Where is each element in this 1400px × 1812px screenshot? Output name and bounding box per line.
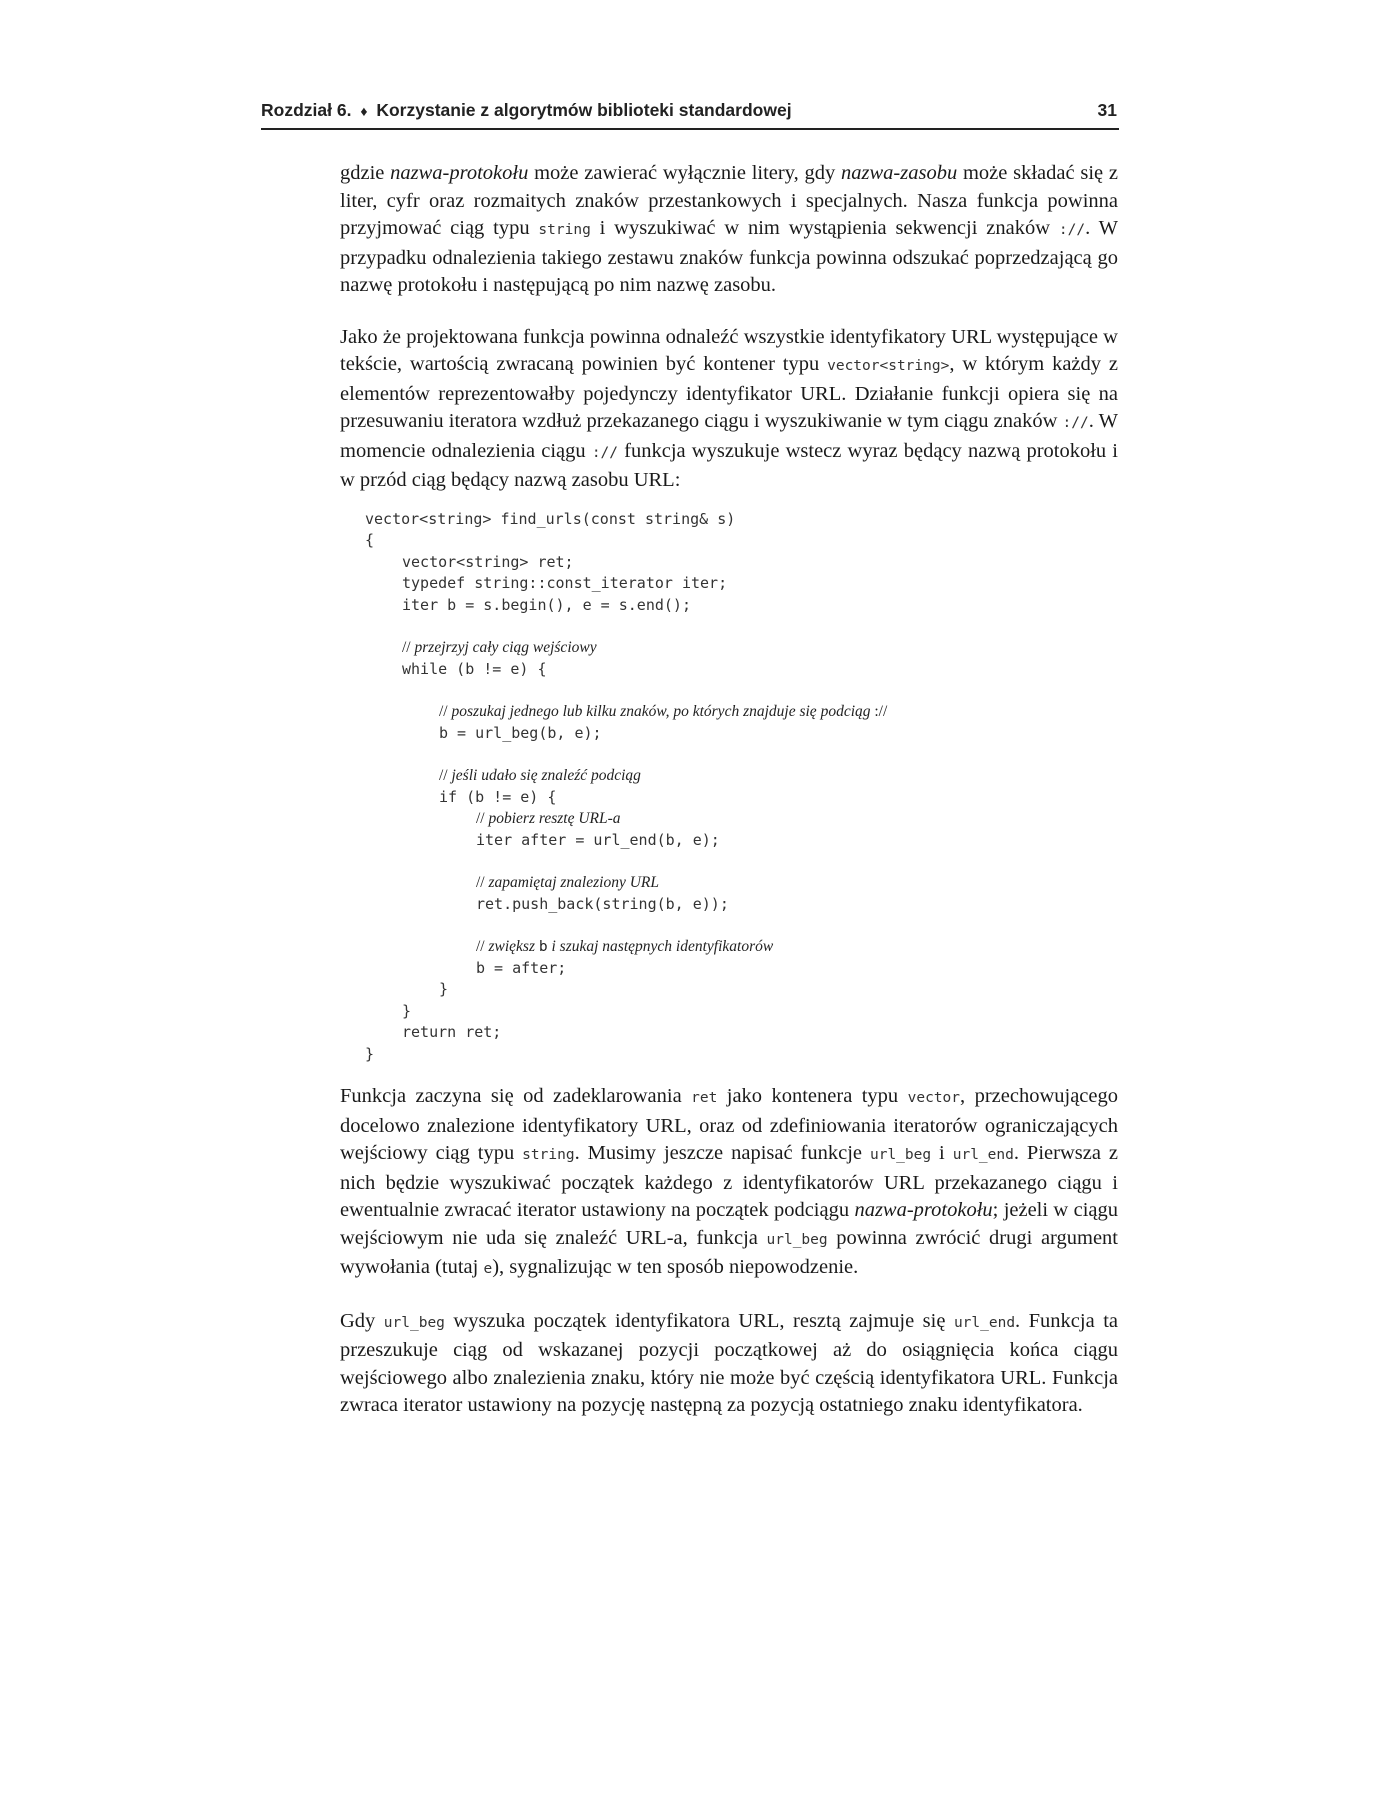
emphasis: nazwa-protokołu	[854, 1199, 993, 1221]
comment-text: jeśli udało się znaleźć podciąg	[447, 767, 641, 784]
code-line: b = after;	[476, 958, 567, 977]
comment-text: przejrzyj cały ciąg wejściowy	[410, 639, 597, 656]
text: i wyszukiwać w nim wystąpienia sekwencji znaków	[590, 217, 1059, 239]
code-line: }	[365, 1044, 375, 1063]
inline-code: url_beg	[766, 1231, 828, 1248]
inline-code: ://	[1062, 415, 1089, 431]
inline-code: ret	[691, 1090, 718, 1106]
text: może zawierać wyłącznie litery, gdy	[528, 162, 842, 184]
comment-marker: //	[476, 810, 485, 827]
comment-marker: //	[476, 938, 485, 955]
page-number: 31	[1097, 100, 1117, 120]
comment-text: pobierz resztę URL-a	[484, 810, 621, 827]
text: . Funkcja ta przeszukuje ciąg od wskazanej pozycji początkowej aż do osiągnięcia końca ciągu wejściowego albo znalezienia znaku, który nie może być częścią identyfikatora URL. Funkcja zwraca iterator ustawiony na pozycję następną za pozycją ostatniego znaku identyfikatora.	[340, 1309, 1118, 1416]
code-comment	[365, 701, 1118, 723]
code-line: b = url_beg(b, e);	[439, 723, 602, 742]
text: . Musimy jeszcze napisać funkcje	[574, 1142, 870, 1164]
code-line: {	[365, 531, 375, 549]
text: może składać się z liter, cyfr oraz rozmaitych znaków przestankowych i specjalnych. Nasza funkcja powinna przyjmować ciąg typu	[340, 162, 1118, 239]
comment-text: poszukaj jednego lub kilku znaków, po których znajduje się podciąg	[447, 703, 875, 720]
emphasis: nazwa-protokołu	[390, 162, 529, 184]
text: ; jeżeli w ciągu wejściowym nie uda się znaleźć URL-a, funkcja	[340, 1199, 1118, 1249]
comment-marker: //	[476, 874, 485, 891]
paragraph-3	[340, 1083, 1118, 1284]
code-comment	[365, 637, 1118, 659]
code-comment	[365, 765, 1118, 787]
code-comment	[365, 808, 1118, 830]
comment-marker: ://	[874, 703, 888, 720]
text: Funkcja zaczyna się od zadeklarowania	[340, 1085, 692, 1107]
code-listing	[365, 509, 1118, 1066]
inline-code: ://	[591, 444, 619, 461]
inline-code: url_end	[953, 1314, 1016, 1331]
text: , w którym każdy z elementów reprezentowałby pojedynczy identyfikator URL. Działanie funkcji opiera się na przesuwaniu iteratora wzdłuż przekazanego ciągu i wyszukiwanie w tym ciągu znaków	[340, 353, 1118, 432]
text: . W przypadku odnalezienia takiego zestawu znaków funkcja powinna odszukać poprzedzającą go nazwę protokołu i następującą po nim nazwę zasobu.	[340, 217, 1119, 296]
text: jako kontenera typu	[717, 1085, 908, 1107]
code-comment	[365, 872, 1118, 894]
inline-code: vector	[907, 1090, 961, 1106]
emphasis: nazwa-zasobu	[841, 162, 958, 184]
code-line: vector<string> ret;	[402, 552, 574, 571]
text: powinna zwrócić drugi argument wywołania (tutaj	[340, 1226, 1118, 1278]
inline-code: string	[538, 222, 591, 238]
code-line: return ret;	[402, 1023, 502, 1041]
text: gdzie	[340, 162, 391, 184]
code-line: vector<string> find_urls(const string& s)	[365, 509, 736, 528]
comment-inline-code: b	[538, 939, 548, 955]
code-line: while (b != e) {	[402, 659, 547, 678]
text: , przechowującego docelowo znalezione identyfikatory URL, oraz od zdefiniowania iteratorów ograniczających wejściowy ciąg typu	[340, 1085, 1118, 1164]
comment-text: zwiększ	[484, 938, 539, 955]
inline-code: string	[522, 1147, 575, 1163]
comment-marker: //	[402, 639, 411, 656]
code-line: }	[439, 980, 449, 998]
text: ), sygnalizując w ten sposób niepowodzenie.	[492, 1256, 859, 1278]
running-title	[261, 100, 792, 121]
comment-marker: //	[439, 703, 448, 720]
code-line: iter after = url_end(b, e);	[476, 830, 720, 849]
text: funkcja wyszukuje wstecz wyraz będący nazwą protokołu i w przód ciąg będący nazwą zasobu URL:	[340, 439, 1119, 491]
inline-code: url_beg	[869, 1147, 932, 1163]
code-line: }	[402, 1001, 412, 1020]
diamond-separator-icon: ♦	[360, 103, 368, 119]
paragraph-2	[340, 324, 1118, 495]
code-line: if (b != e) {	[439, 787, 557, 806]
text: i	[931, 1142, 953, 1164]
paragraph-4	[340, 1308, 1118, 1420]
code-comment	[365, 936, 1118, 958]
code-line: iter b = s.begin(), e = s.end();	[402, 595, 691, 614]
chapter-title: Korzystanie z algorytmów biblioteki standardowej	[376, 100, 792, 120]
code-line: typedef string::const_iterator iter;	[402, 574, 728, 592]
comment-marker: //	[439, 767, 448, 784]
text: Jako że projektowana funkcja powinna odnaleźć wszystkie identyfikatory URL występujące w tekście, wartością zwracaną powinien być kontener typu	[340, 325, 1118, 375]
inline-code: url_end	[952, 1147, 1014, 1163]
paragraph-1	[340, 160, 1118, 300]
text: Gdy	[340, 1309, 384, 1332]
page-content	[340, 160, 1118, 1420]
chapter-label: Rozdział 6.	[261, 100, 352, 120]
code-line: ret.push_back(string(b, e));	[476, 894, 729, 913]
comment-text: i szukaj następnych identyfikatorów	[547, 938, 774, 955]
inline-code: ://	[1058, 222, 1086, 238]
page-header	[261, 98, 1119, 130]
inline-code: e	[483, 1261, 493, 1277]
text: . W momencie odnalezienia ciągu	[340, 410, 1118, 462]
text: . Pierwsza z nich będzie wyszukiwać początek każdego z identyfikatorów URL przekazanego ciągu i ewentualnie zwracać iterator ustawiony na początek podciągu	[340, 1142, 1119, 1221]
comment-text: zapamiętaj znaleziony URL	[484, 874, 659, 891]
inline-code: url_beg	[383, 1314, 445, 1331]
text: wyszuka początek identyfikatora URL, resztą zajmuje się	[444, 1309, 954, 1332]
inline-code: vector<string>	[827, 358, 950, 374]
